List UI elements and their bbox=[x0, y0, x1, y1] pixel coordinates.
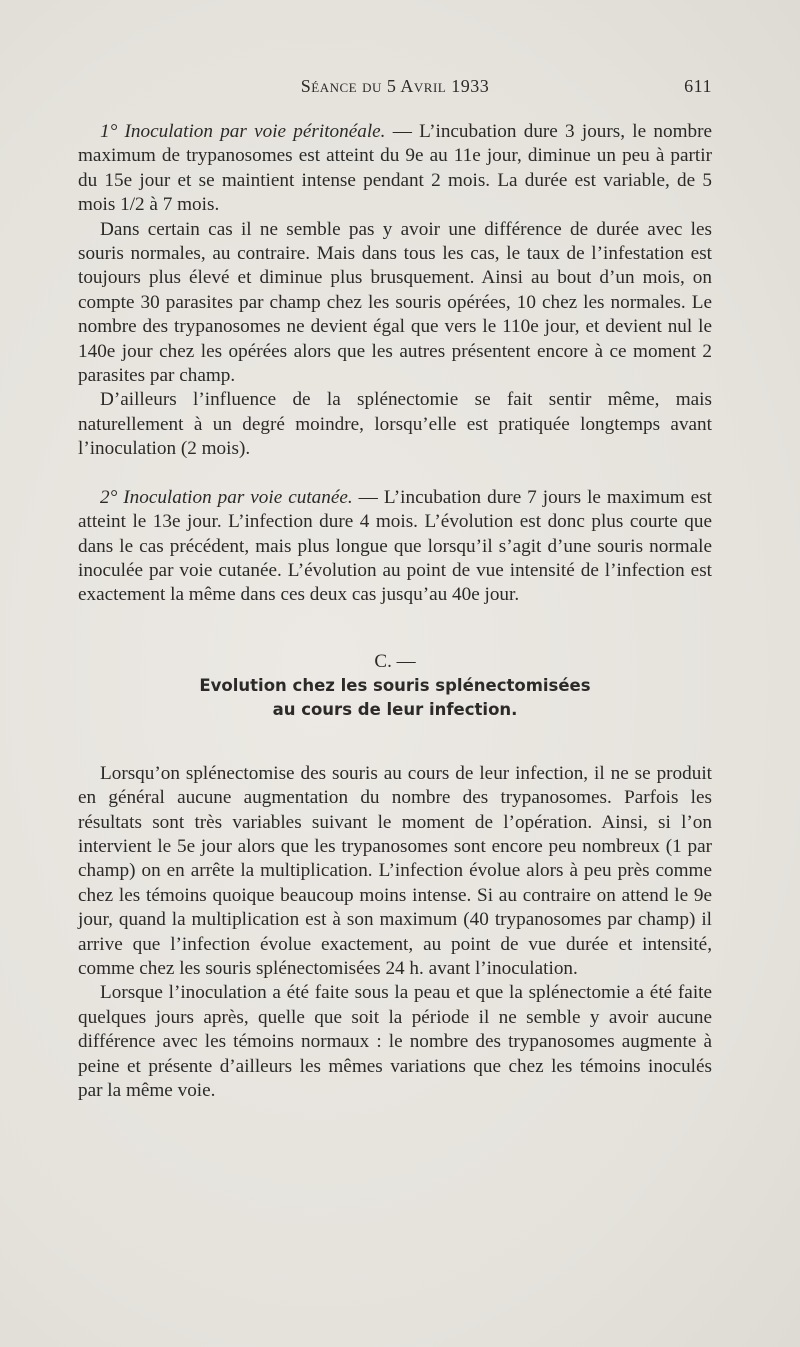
running-title: Séance du 5 Avril 1933 bbox=[300, 76, 490, 96]
page-number: 611 bbox=[684, 76, 712, 96]
body-text bbox=[78, 120, 712, 1103]
paragraph-subcutaneous: Lorsque l’inoculation a été faite sous la peau et que la splénectomie a été faite quelques jours après, quelle que soit la période il ne semble y avoir aucune différence avec les témoins normaux : le nombre des trypanosomes augmente à peine et présente d’ailleurs les mêmes variations que chez les témoins inoculés par la même voie. bbox=[78, 982, 712, 1101]
paragraph-text: — L’incubation dure 3 jours, le nombre maximum de trypanosomes est atteint du 9e au 11e jour, diminue un peu à partir du 15e jour et se maintient intense pendant 2 mois. La durée est variable, de 5 mois 1/2 à 7 mois. bbox=[78, 121, 712, 216]
subsection-label: 1° Inoculation par voie péritonéale. bbox=[100, 121, 386, 142]
paragraph-during-infection: Lorsqu’on splénectomise des souris au cours de leur infection, il ne se produit en général aucune augmentation du nombre des trypanosomes. Parfois les résultats sont très variables suivant le moment de l’opération. Ainsi, si l’on intervient le 5e jour alors que les trypanosomes sont encore peu nombreux (1 par champ) on en arrête la multiplication. L’infection évolue alors à peu près comme chez les témoins quoique beaucoup moins intense. Si au contraire on attend le 9e jour, quand la multiplication est à son maximum (40 trypanosomes par champ) il arrive que l’infection évolue exactement, au point de vue durée et intensité, comme chez les souris splénectomisées 24 h. avant l’inoculation. bbox=[78, 762, 712, 979]
section-heading-line-2: au cours de leur infection. bbox=[272, 699, 518, 719]
paragraph-splenectomy-influence: D’ailleurs l’influence de la splénectomie se fait sentir même, mais naturellement à un degré moindre, lorsqu’elle est pratiquée longtemps avant l’inoculation (2 mois). bbox=[78, 389, 712, 460]
section-title-part-1: Evolution chez les souris splénectomisées bbox=[199, 675, 591, 695]
section-heading-line-1 bbox=[78, 650, 712, 698]
paragraph-peritoneal-inoculation bbox=[78, 120, 712, 218]
section-heading bbox=[78, 650, 712, 722]
paragraph-comparison-normal: Dans certain cas il ne semble pas y avoir une différence de durée avec les souris normales, au contraire. Mais dans tous les cas, le taux de l’infestation est toujours plus élevé et diminue plus brusquement. Ainsi au bout d’un mois, on compte 30 parasites par champ chez les souris opérées, 10 chez les normales. Le nombre des trypanosomes ne devient égal que vers le 110e jour, et devient nul le 140e jour chez les opérées alors que les autres présentent encore à ce moment 2 parasites par champ. bbox=[78, 218, 712, 387]
running-header bbox=[78, 76, 712, 100]
subsection-label: 2° Inoculation par voie cutanée. bbox=[100, 486, 353, 508]
section-letter: C. — bbox=[374, 650, 416, 672]
paragraph-cutaneous-inoculation bbox=[78, 486, 712, 608]
paragraph-text: — L’incubation dure 7 jours le maximum est atteint le 13e jour. L’infection dure 4 mois. L’évolution est donc plus courte que dans le cas précédent, mais plus longue que lorsqu’il s’agit d’une souris normale inoculée par voie cutanée. L’évolution au point de vue intensité de l’infection est exactement la même dans ces deux cas jusqu’au 40e jour. bbox=[78, 486, 712, 606]
